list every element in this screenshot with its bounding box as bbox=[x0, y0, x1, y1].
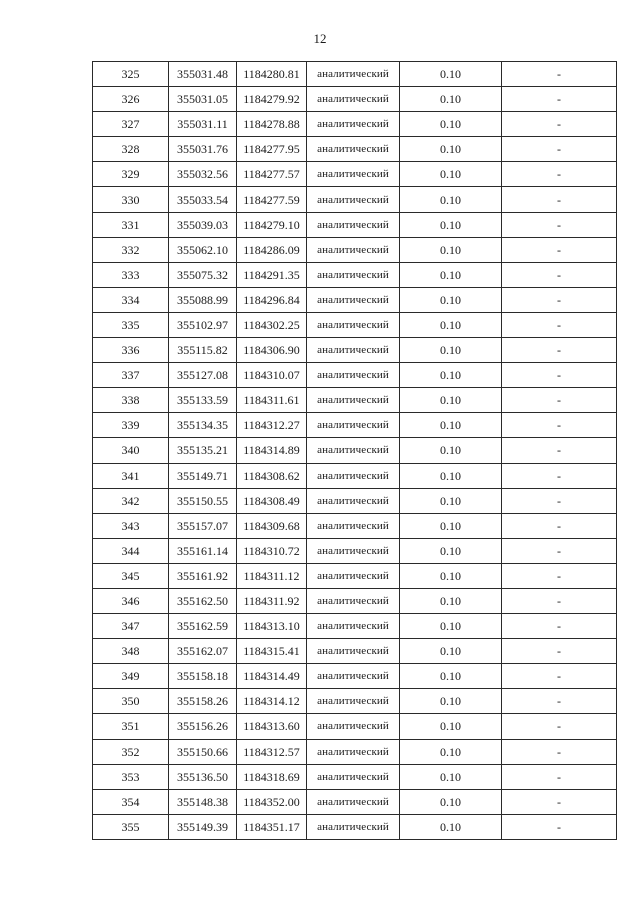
coordinate-y-cell: 1184306.90 bbox=[237, 338, 307, 363]
table-row bbox=[93, 488, 617, 513]
table-row bbox=[93, 212, 617, 237]
table-row bbox=[93, 814, 617, 839]
table-row bbox=[93, 588, 617, 613]
note-cell: - bbox=[502, 363, 617, 388]
coordinate-y-cell: 1184351.17 bbox=[237, 814, 307, 839]
point-number-cell: 352 bbox=[93, 739, 169, 764]
table-row bbox=[93, 162, 617, 187]
method-cell: аналитический bbox=[307, 689, 400, 714]
coordinate-x-cell: 355031.11 bbox=[169, 112, 237, 137]
coordinate-x-cell: 355088.99 bbox=[169, 287, 237, 312]
method-cell: аналитический bbox=[307, 112, 400, 137]
coordinate-y-cell: 1184311.61 bbox=[237, 388, 307, 413]
coordinate-x-cell: 355162.07 bbox=[169, 639, 237, 664]
table-row bbox=[93, 312, 617, 337]
coordinate-x-cell: 355031.48 bbox=[169, 62, 237, 87]
coordinate-y-cell: 1184286.09 bbox=[237, 237, 307, 262]
coordinate-y-cell: 1184312.57 bbox=[237, 739, 307, 764]
table-row bbox=[93, 438, 617, 463]
accuracy-cell: 0.10 bbox=[400, 62, 502, 87]
method-cell: аналитический bbox=[307, 764, 400, 789]
coordinate-x-cell: 355149.71 bbox=[169, 463, 237, 488]
note-cell: - bbox=[502, 87, 617, 112]
point-number-cell: 336 bbox=[93, 338, 169, 363]
table-row bbox=[93, 739, 617, 764]
note-cell: - bbox=[502, 513, 617, 538]
accuracy-cell: 0.10 bbox=[400, 338, 502, 363]
table-row bbox=[93, 237, 617, 262]
coordinates-table bbox=[92, 61, 617, 840]
coordinate-y-cell: 1184314.12 bbox=[237, 689, 307, 714]
note-cell: - bbox=[502, 137, 617, 162]
accuracy-cell: 0.10 bbox=[400, 814, 502, 839]
accuracy-cell: 0.10 bbox=[400, 714, 502, 739]
coordinate-y-cell: 1184278.88 bbox=[237, 112, 307, 137]
note-cell: - bbox=[502, 463, 617, 488]
table-row bbox=[93, 538, 617, 563]
note-cell: - bbox=[502, 588, 617, 613]
table-row bbox=[93, 463, 617, 488]
table-row bbox=[93, 338, 617, 363]
point-number-cell: 347 bbox=[93, 614, 169, 639]
method-cell: аналитический bbox=[307, 187, 400, 212]
note-cell: - bbox=[502, 187, 617, 212]
accuracy-cell: 0.10 bbox=[400, 287, 502, 312]
coordinate-y-cell: 1184308.62 bbox=[237, 463, 307, 488]
note-cell: - bbox=[502, 714, 617, 739]
coordinate-y-cell: 1184277.57 bbox=[237, 162, 307, 187]
accuracy-cell: 0.10 bbox=[400, 513, 502, 538]
note-cell: - bbox=[502, 162, 617, 187]
note-cell: - bbox=[502, 488, 617, 513]
method-cell: аналитический bbox=[307, 488, 400, 513]
coordinate-y-cell: 1184312.27 bbox=[237, 413, 307, 438]
method-cell: аналитический bbox=[307, 137, 400, 162]
coordinate-y-cell: 1184296.84 bbox=[237, 287, 307, 312]
point-number-cell: 343 bbox=[93, 513, 169, 538]
point-number-cell: 338 bbox=[93, 388, 169, 413]
note-cell: - bbox=[502, 789, 617, 814]
table-row bbox=[93, 714, 617, 739]
accuracy-cell: 0.10 bbox=[400, 614, 502, 639]
method-cell: аналитический bbox=[307, 413, 400, 438]
note-cell: - bbox=[502, 338, 617, 363]
coordinate-x-cell: 355156.26 bbox=[169, 714, 237, 739]
point-number-cell: 350 bbox=[93, 689, 169, 714]
accuracy-cell: 0.10 bbox=[400, 764, 502, 789]
coordinate-y-cell: 1184291.35 bbox=[237, 262, 307, 287]
coordinate-x-cell: 355136.50 bbox=[169, 764, 237, 789]
note-cell: - bbox=[502, 112, 617, 137]
coordinate-y-cell: 1184318.69 bbox=[237, 764, 307, 789]
coordinate-x-cell: 355150.55 bbox=[169, 488, 237, 513]
coordinate-x-cell: 355127.08 bbox=[169, 363, 237, 388]
accuracy-cell: 0.10 bbox=[400, 538, 502, 563]
point-number-cell: 329 bbox=[93, 162, 169, 187]
table-row bbox=[93, 664, 617, 689]
coordinate-x-cell: 355031.76 bbox=[169, 137, 237, 162]
point-number-cell: 327 bbox=[93, 112, 169, 137]
coordinate-x-cell: 355150.66 bbox=[169, 739, 237, 764]
accuracy-cell: 0.10 bbox=[400, 388, 502, 413]
table-row bbox=[93, 62, 617, 87]
coordinate-y-cell: 1184313.10 bbox=[237, 614, 307, 639]
table-row bbox=[93, 639, 617, 664]
point-number-cell: 326 bbox=[93, 87, 169, 112]
table-row bbox=[93, 137, 617, 162]
table-row bbox=[93, 363, 617, 388]
coordinate-x-cell: 355102.97 bbox=[169, 312, 237, 337]
note-cell: - bbox=[502, 62, 617, 87]
note-cell: - bbox=[502, 212, 617, 237]
method-cell: аналитический bbox=[307, 162, 400, 187]
coordinate-y-cell: 1184310.07 bbox=[237, 363, 307, 388]
table-row bbox=[93, 764, 617, 789]
coordinate-x-cell: 355133.59 bbox=[169, 388, 237, 413]
table-row bbox=[93, 388, 617, 413]
accuracy-cell: 0.10 bbox=[400, 262, 502, 287]
accuracy-cell: 0.10 bbox=[400, 588, 502, 613]
coordinate-x-cell: 355031.05 bbox=[169, 87, 237, 112]
table-row bbox=[93, 689, 617, 714]
coordinate-x-cell: 355161.92 bbox=[169, 563, 237, 588]
note-cell: - bbox=[502, 262, 617, 287]
method-cell: аналитический bbox=[307, 563, 400, 588]
point-number-cell: 334 bbox=[93, 287, 169, 312]
point-number-cell: 354 bbox=[93, 789, 169, 814]
table-row bbox=[93, 563, 617, 588]
accuracy-cell: 0.10 bbox=[400, 689, 502, 714]
coordinate-y-cell: 1184308.49 bbox=[237, 488, 307, 513]
point-number-cell: 353 bbox=[93, 764, 169, 789]
note-cell: - bbox=[502, 438, 617, 463]
method-cell: аналитический bbox=[307, 588, 400, 613]
point-number-cell: 351 bbox=[93, 714, 169, 739]
note-cell: - bbox=[502, 237, 617, 262]
table-row bbox=[93, 614, 617, 639]
coordinate-y-cell: 1184279.92 bbox=[237, 87, 307, 112]
coordinate-y-cell: 1184315.41 bbox=[237, 639, 307, 664]
coordinate-y-cell: 1184309.68 bbox=[237, 513, 307, 538]
note-cell: - bbox=[502, 388, 617, 413]
point-number-cell: 355 bbox=[93, 814, 169, 839]
coordinate-x-cell: 355158.18 bbox=[169, 664, 237, 689]
coordinate-x-cell: 355115.82 bbox=[169, 338, 237, 363]
coordinate-x-cell: 355158.26 bbox=[169, 689, 237, 714]
note-cell: - bbox=[502, 538, 617, 563]
note-cell: - bbox=[502, 413, 617, 438]
accuracy-cell: 0.10 bbox=[400, 162, 502, 187]
note-cell: - bbox=[502, 614, 617, 639]
method-cell: аналитический bbox=[307, 438, 400, 463]
accuracy-cell: 0.10 bbox=[400, 563, 502, 588]
note-cell: - bbox=[502, 764, 617, 789]
coordinate-x-cell: 355062.10 bbox=[169, 237, 237, 262]
accuracy-cell: 0.10 bbox=[400, 413, 502, 438]
point-number-cell: 335 bbox=[93, 312, 169, 337]
point-number-cell: 330 bbox=[93, 187, 169, 212]
method-cell: аналитический bbox=[307, 312, 400, 337]
point-number-cell: 346 bbox=[93, 588, 169, 613]
accuracy-cell: 0.10 bbox=[400, 312, 502, 337]
point-number-cell: 348 bbox=[93, 639, 169, 664]
method-cell: аналитический bbox=[307, 262, 400, 287]
point-number-cell: 344 bbox=[93, 538, 169, 563]
point-number-cell: 339 bbox=[93, 413, 169, 438]
method-cell: аналитический bbox=[307, 62, 400, 87]
point-number-cell: 342 bbox=[93, 488, 169, 513]
coordinates-table-body bbox=[93, 62, 617, 840]
point-number-cell: 325 bbox=[93, 62, 169, 87]
accuracy-cell: 0.10 bbox=[400, 137, 502, 162]
coordinate-y-cell: 1184279.10 bbox=[237, 212, 307, 237]
point-number-cell: 331 bbox=[93, 212, 169, 237]
coordinate-x-cell: 355033.54 bbox=[169, 187, 237, 212]
coordinate-y-cell: 1184280.81 bbox=[237, 62, 307, 87]
method-cell: аналитический bbox=[307, 814, 400, 839]
point-number-cell: 332 bbox=[93, 237, 169, 262]
coordinate-y-cell: 1184302.25 bbox=[237, 312, 307, 337]
point-number-cell: 349 bbox=[93, 664, 169, 689]
coordinate-y-cell: 1184277.95 bbox=[237, 137, 307, 162]
coordinate-x-cell: 355075.32 bbox=[169, 262, 237, 287]
method-cell: аналитический bbox=[307, 614, 400, 639]
coordinate-x-cell: 355157.07 bbox=[169, 513, 237, 538]
accuracy-cell: 0.10 bbox=[400, 488, 502, 513]
note-cell: - bbox=[502, 287, 617, 312]
coordinate-x-cell: 355162.59 bbox=[169, 614, 237, 639]
accuracy-cell: 0.10 bbox=[400, 463, 502, 488]
point-number-cell: 341 bbox=[93, 463, 169, 488]
accuracy-cell: 0.10 bbox=[400, 639, 502, 664]
coordinate-y-cell: 1184313.60 bbox=[237, 714, 307, 739]
table-row bbox=[93, 87, 617, 112]
accuracy-cell: 0.10 bbox=[400, 112, 502, 137]
method-cell: аналитический bbox=[307, 287, 400, 312]
method-cell: аналитический bbox=[307, 463, 400, 488]
method-cell: аналитический bbox=[307, 789, 400, 814]
point-number-cell: 337 bbox=[93, 363, 169, 388]
coordinate-y-cell: 1184311.12 bbox=[237, 563, 307, 588]
coordinate-y-cell: 1184314.89 bbox=[237, 438, 307, 463]
accuracy-cell: 0.10 bbox=[400, 739, 502, 764]
table-row bbox=[93, 262, 617, 287]
point-number-cell: 328 bbox=[93, 137, 169, 162]
point-number-cell: 340 bbox=[93, 438, 169, 463]
method-cell: аналитический bbox=[307, 739, 400, 764]
method-cell: аналитический bbox=[307, 338, 400, 363]
method-cell: аналитический bbox=[307, 87, 400, 112]
coordinate-y-cell: 1184311.92 bbox=[237, 588, 307, 613]
coordinate-x-cell: 355161.14 bbox=[169, 538, 237, 563]
table-row bbox=[93, 287, 617, 312]
table-row bbox=[93, 112, 617, 137]
method-cell: аналитический bbox=[307, 538, 400, 563]
method-cell: аналитический bbox=[307, 237, 400, 262]
accuracy-cell: 0.10 bbox=[400, 187, 502, 212]
method-cell: аналитический bbox=[307, 664, 400, 689]
coordinate-x-cell: 355032.56 bbox=[169, 162, 237, 187]
accuracy-cell: 0.10 bbox=[400, 237, 502, 262]
coordinate-x-cell: 355149.39 bbox=[169, 814, 237, 839]
note-cell: - bbox=[502, 814, 617, 839]
point-number-cell: 333 bbox=[93, 262, 169, 287]
table-row bbox=[93, 513, 617, 538]
accuracy-cell: 0.10 bbox=[400, 87, 502, 112]
note-cell: - bbox=[502, 312, 617, 337]
note-cell: - bbox=[502, 639, 617, 664]
point-number-cell: 345 bbox=[93, 563, 169, 588]
note-cell: - bbox=[502, 689, 617, 714]
note-cell: - bbox=[502, 563, 617, 588]
coordinate-y-cell: 1184277.59 bbox=[237, 187, 307, 212]
method-cell: аналитический bbox=[307, 388, 400, 413]
coordinate-x-cell: 355134.35 bbox=[169, 413, 237, 438]
page-number: 12 bbox=[313, 31, 327, 46]
accuracy-cell: 0.10 bbox=[400, 438, 502, 463]
table-row bbox=[93, 789, 617, 814]
note-cell: - bbox=[502, 739, 617, 764]
method-cell: аналитический bbox=[307, 513, 400, 538]
table-row bbox=[93, 413, 617, 438]
coordinate-x-cell: 355148.38 bbox=[169, 789, 237, 814]
method-cell: аналитический bbox=[307, 639, 400, 664]
coordinate-x-cell: 355162.50 bbox=[169, 588, 237, 613]
note-cell: - bbox=[502, 664, 617, 689]
table-row bbox=[93, 187, 617, 212]
accuracy-cell: 0.10 bbox=[400, 789, 502, 814]
method-cell: аналитический bbox=[307, 714, 400, 739]
accuracy-cell: 0.10 bbox=[400, 212, 502, 237]
coordinate-y-cell: 1184310.72 bbox=[237, 538, 307, 563]
accuracy-cell: 0.10 bbox=[400, 664, 502, 689]
coordinate-x-cell: 355135.21 bbox=[169, 438, 237, 463]
method-cell: аналитический bbox=[307, 212, 400, 237]
coordinate-y-cell: 1184352.00 bbox=[237, 789, 307, 814]
method-cell: аналитический bbox=[307, 363, 400, 388]
accuracy-cell: 0.10 bbox=[400, 363, 502, 388]
coordinate-y-cell: 1184314.49 bbox=[237, 664, 307, 689]
coordinate-x-cell: 355039.03 bbox=[169, 212, 237, 237]
